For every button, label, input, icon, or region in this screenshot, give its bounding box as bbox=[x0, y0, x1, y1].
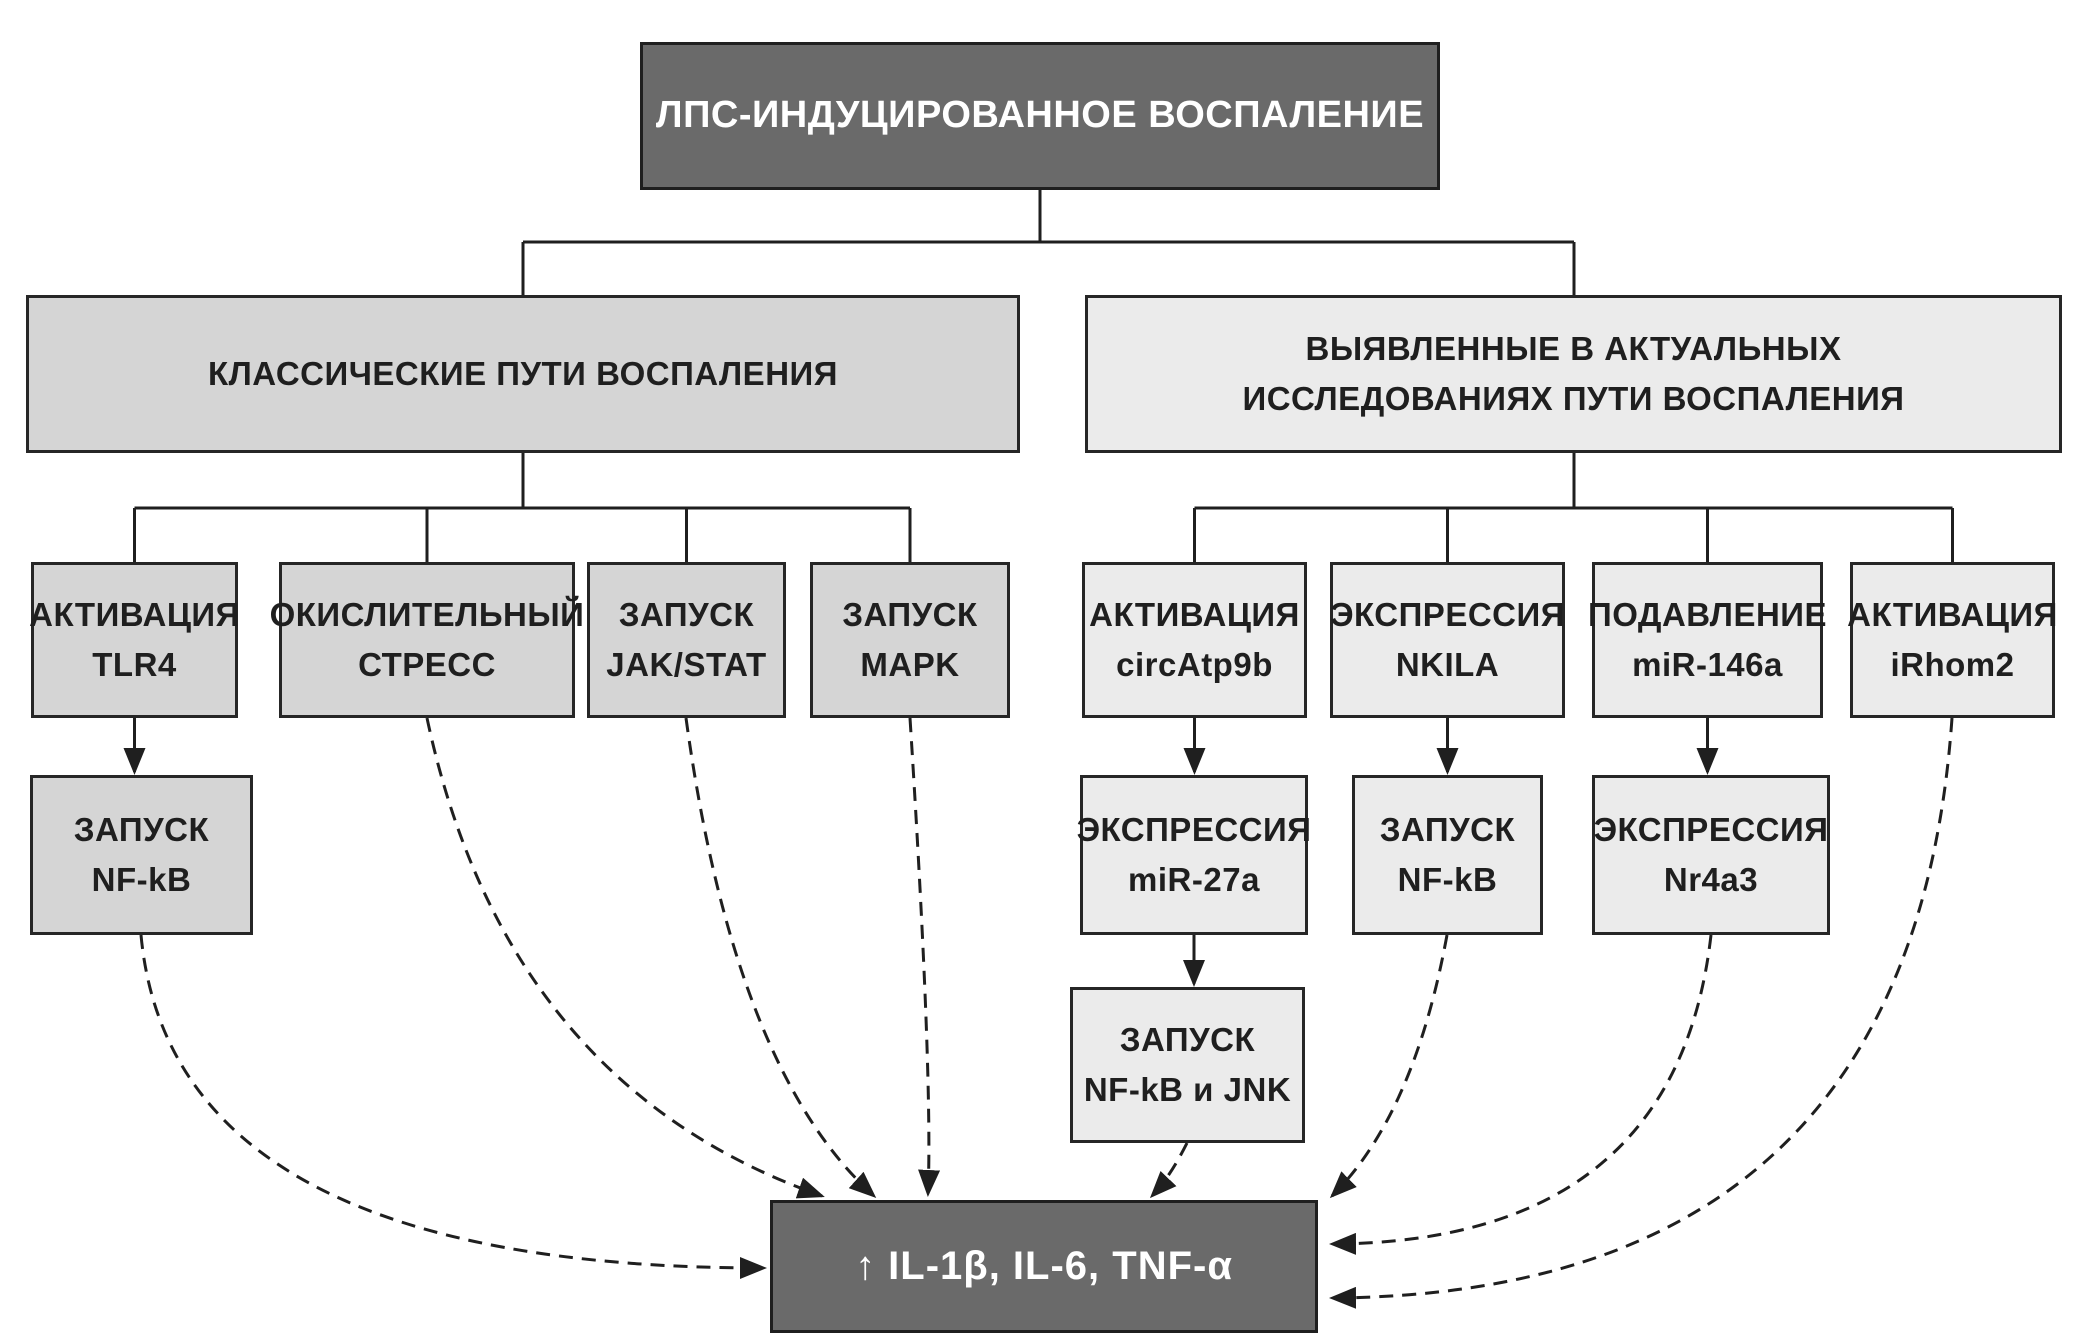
edge-nfkb-jnk-outcome bbox=[1152, 1143, 1187, 1196]
node-mapk-launch bbox=[810, 562, 1010, 718]
node-label-line2: ИССЛЕДОВАНИЯХ ПУТИ ВОСПАЛЕНИЯ bbox=[1242, 380, 1905, 417]
node-label-line1: АКТИВАЦИЯ bbox=[29, 595, 240, 633]
node-label-line2: MAPK bbox=[860, 646, 960, 683]
node-label-line1: ЗАПУСК bbox=[842, 595, 978, 633]
node-label-line2: NKILA bbox=[1395, 646, 1500, 683]
node-label-line1: ВЫЯВЛЕННЫЕ В АКТУАЛЬНЫХ bbox=[1305, 329, 1842, 367]
node-label-line1: ЭКСПРЕССИЯ bbox=[1330, 595, 1565, 633]
node-mir27a-expression bbox=[1076, 775, 1312, 935]
node-cytokine-outcome bbox=[770, 1200, 1318, 1333]
node-label-line2: circAtp9b bbox=[1116, 646, 1273, 683]
node-label-line1: ЗАПУСК bbox=[73, 810, 210, 848]
node-label-line2: NF-kB bbox=[1397, 861, 1498, 898]
node-mir146a-suppression bbox=[1587, 562, 1828, 718]
node-label-line2: TLR4 bbox=[92, 646, 177, 683]
node-label-line2: NF-kB bbox=[91, 861, 192, 898]
edge-nfkb-right-outcome bbox=[1332, 935, 1447, 1196]
edge-novel-split bbox=[1195, 453, 1953, 562]
node-label-line2: JAK/STAT bbox=[606, 646, 767, 683]
node-label-line1: ЗАПУСК bbox=[618, 595, 755, 633]
node-jak-stat-launch bbox=[587, 562, 786, 718]
node-label-line2: miR-27a bbox=[1128, 861, 1260, 898]
node-nfkb-launch-right bbox=[1352, 775, 1543, 935]
edge-root-split bbox=[523, 190, 1574, 295]
node-tlr4-activation bbox=[31, 562, 238, 718]
node-circatp9b-activation bbox=[1082, 562, 1307, 718]
node-label-line1: ЗАПУСК bbox=[1379, 810, 1516, 848]
node-oxidative-stress bbox=[269, 562, 585, 718]
node-label-line2: NF-kB и JNK bbox=[1083, 1071, 1292, 1108]
node-label-line1: ЭКСПРЕССИЯ bbox=[1076, 810, 1312, 848]
node-label-line2: iRhom2 bbox=[1890, 646, 2015, 683]
node-nfkb-jnk-launch bbox=[1070, 987, 1305, 1143]
node-label: ЛПС-ИНДУЦИРОВАННОЕ ВОСПАЛЕНИЕ bbox=[655, 94, 1425, 137]
node-label-line2: Nr4a3 bbox=[1663, 861, 1759, 898]
node-label-line1: ПОДАВЛЕНИЕ bbox=[1587, 595, 1828, 633]
node-label-line1: ОКИСЛИТЕЛЬНЫЙ bbox=[269, 595, 585, 633]
node-nr4a3-expression bbox=[1592, 775, 1830, 935]
edge-nr4a3-outcome bbox=[1332, 935, 1711, 1244]
node-classic-pathways-header bbox=[26, 295, 1020, 453]
node-label-line1: ЭКСПРЕССИЯ bbox=[1593, 810, 1829, 848]
edge-jakstat-outcome bbox=[686, 718, 874, 1196]
node-label-line1: ЗАПУСК bbox=[1119, 1020, 1256, 1058]
node-nfkb-launch-left bbox=[30, 775, 253, 935]
node-lps-induced-inflammation bbox=[640, 42, 1440, 190]
node-nkila-expression bbox=[1330, 562, 1565, 718]
edge-stress-outcome bbox=[427, 718, 822, 1196]
node-label-line2: СТРЕСС bbox=[358, 646, 496, 683]
node-label: КЛАССИЧЕСКИЕ ПУТИ ВОСПАЛЕНИЯ bbox=[208, 354, 838, 392]
edge-classic-split bbox=[135, 453, 911, 562]
node-label-line1: АКТИВАЦИЯ bbox=[1847, 595, 2058, 633]
node-label-line1: АКТИВАЦИЯ bbox=[1089, 595, 1300, 633]
node-label: ↑ IL-1β, IL-6, TNF-α bbox=[855, 1244, 1233, 1289]
edge-mapk-outcome bbox=[910, 718, 929, 1194]
node-novel-pathways-header bbox=[1085, 295, 2062, 453]
node-label-line2: miR-146a bbox=[1632, 646, 1783, 683]
edge-nfkb-left-outcome bbox=[141, 935, 764, 1268]
node-irhom2-activation bbox=[1847, 562, 2058, 718]
